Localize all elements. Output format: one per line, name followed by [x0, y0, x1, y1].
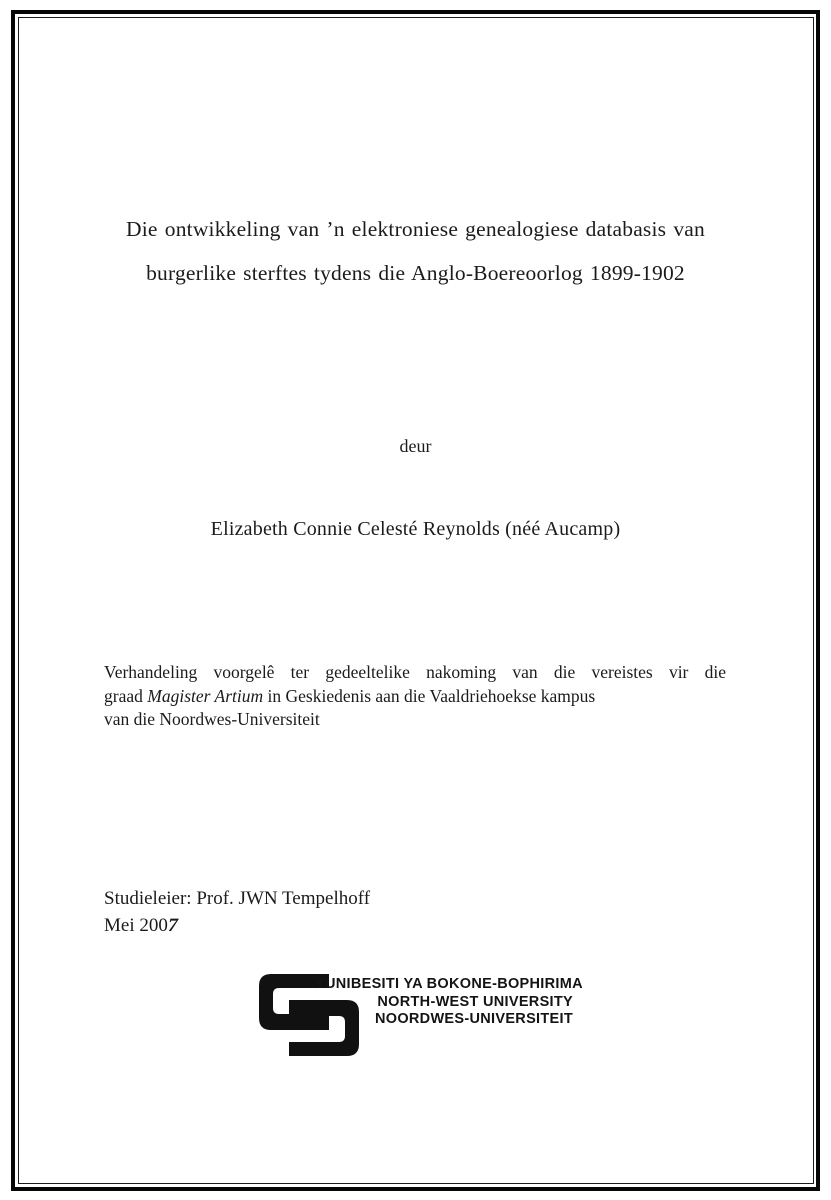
- university-name-english: NORTH-WEST UNIVERSITY: [377, 993, 573, 1010]
- date-text: Mei 200: [104, 915, 168, 936]
- university-name-setswana: YUNIBESITI YA BOKONE-BOPHIRIMA: [315, 976, 583, 992]
- supervisor-line: Studieleier: Prof. JWN Tempelhoff: [104, 888, 371, 909]
- date-last-digit: 7: [165, 915, 180, 936]
- thesis-title-line-1: Die ontwikkeling van ’n elektroniese genealogiese databasis van: [126, 217, 705, 241]
- statement-line-2-suffix: in Geskiedenis aan die Vaaldriehoekse kampus: [263, 685, 596, 706]
- university-name-afrikaans: NOORDWES-UNIVERSITEIT: [374, 1011, 573, 1027]
- statement-line-2: [104, 685, 726, 709]
- author-name: Elizabeth Connie Celesté Reynolds (néé Aucamp): [210, 518, 621, 540]
- degree-name: Magister Artium: [147, 685, 264, 706]
- supervisor-block: [104, 885, 370, 939]
- thesis-title-line-2: burgerlike sterftes tydens die Anglo-Boereoorlog 1899-1902: [146, 261, 685, 285]
- byline-deur: deur: [399, 436, 432, 456]
- statement-line-3: van die Noordwes-Universiteit: [104, 709, 320, 729]
- university-logo: [257, 968, 597, 1060]
- thesis-title: [40, 207, 791, 295]
- statement-line-1: Verhandeling voorgelê ter gedeeltelike nakoming van die vereistes vir die: [104, 662, 726, 682]
- statement-line-2-prefix: graad: [104, 685, 148, 706]
- degree-statement: [104, 661, 726, 732]
- date-line: [104, 912, 370, 939]
- university-name-block: [315, 976, 583, 1029]
